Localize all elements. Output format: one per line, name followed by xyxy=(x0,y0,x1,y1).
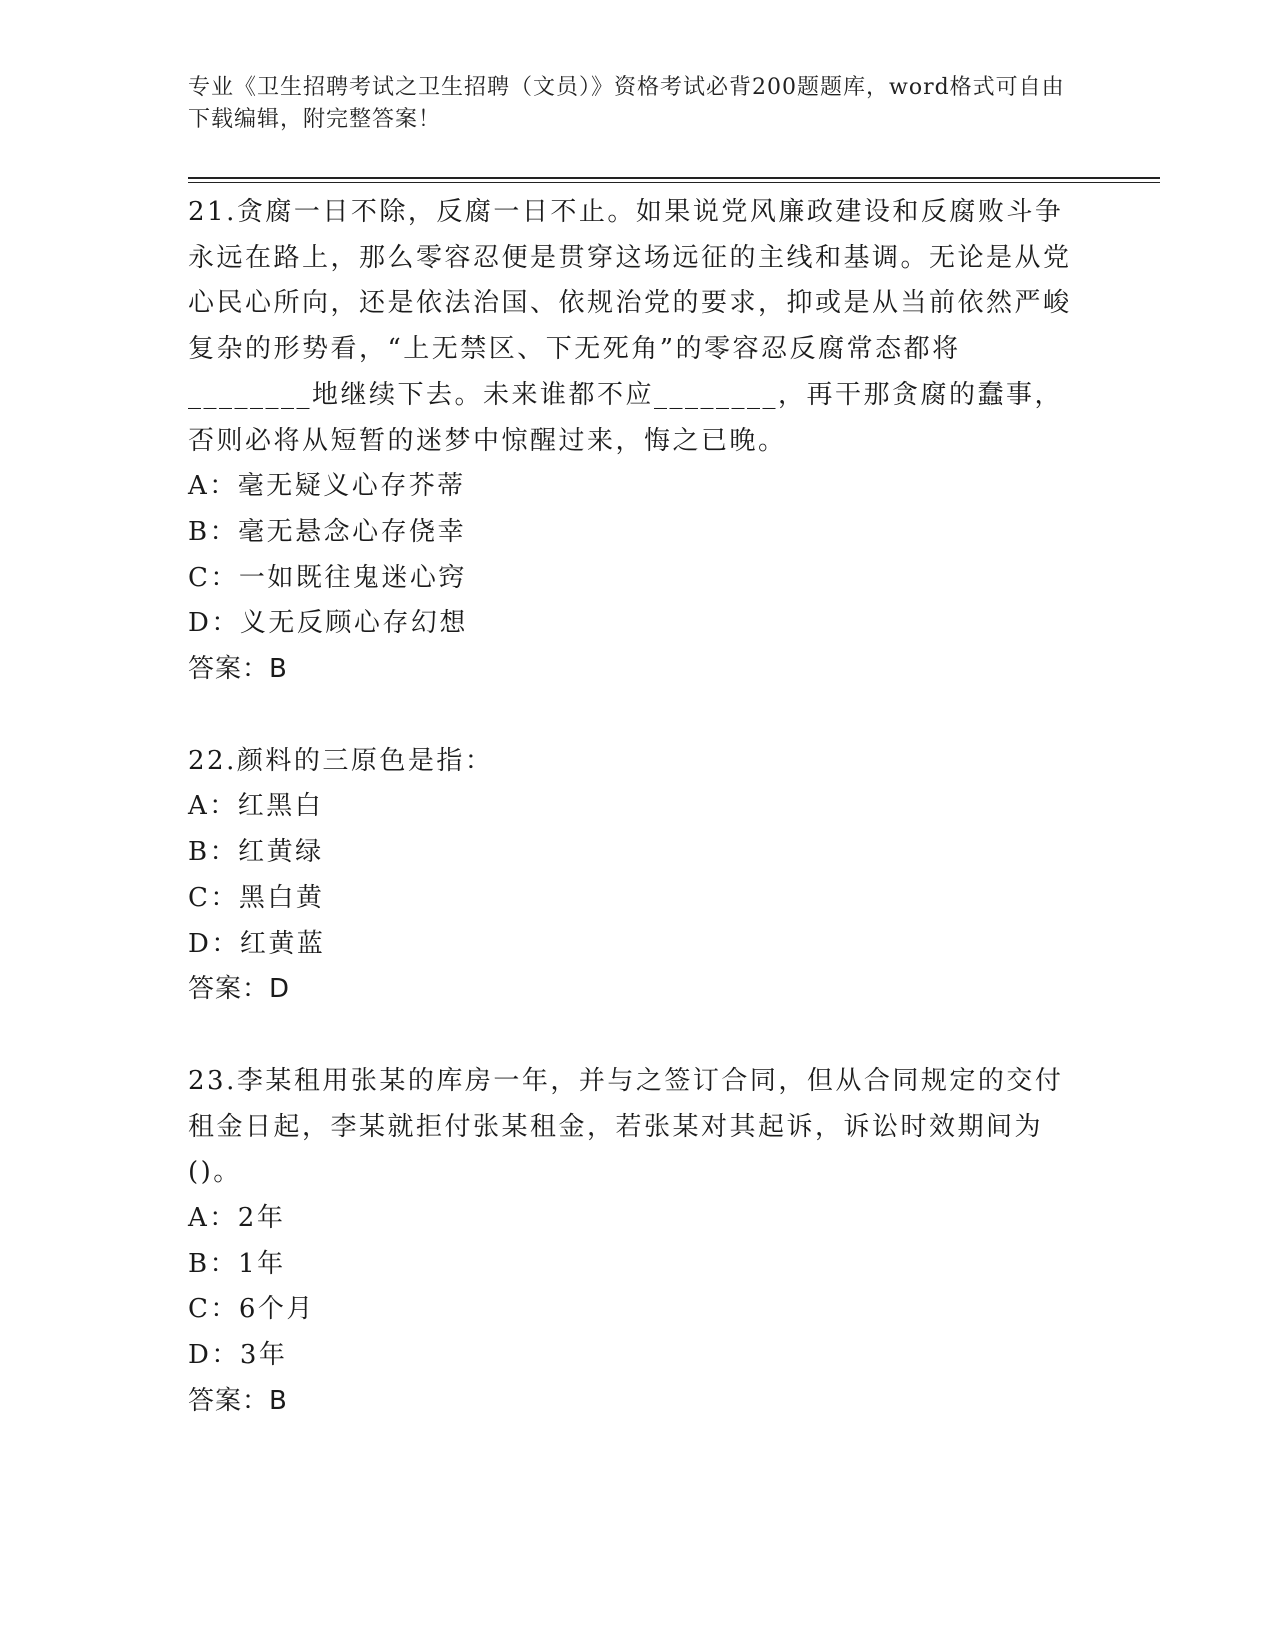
option-d: D：红黄蓝 xyxy=(188,928,326,959)
answer-line: 答案：B xyxy=(188,1385,288,1416)
option-d: D：3年 xyxy=(188,1340,288,1371)
question-item xyxy=(188,739,1078,1013)
question-stem: 21.贪腐一日不除，反腐一日不止。如果说党风廉政建设和反腐败斗争永远在路上，那么零容忍便是贯穿这场远征的主线和基调。无论是从党心民心所向，还是依法治国、依规治党的要求，抑或是从当前依然严峻复杂的形势看，“上无禁区、下无死角”的零容忍反腐常态都将________地继续下去。未来谁都不应________，再干那贪腐的蠢事，否则必将从短暂的迷梦中惊醒过来，悔之已晚。 xyxy=(188,197,1072,456)
question-stem: 22.颜料的三原色是指： xyxy=(188,745,494,776)
question-item xyxy=(188,1059,1078,1425)
option-b: B：1年 xyxy=(188,1248,286,1279)
answer-line: 答案：D xyxy=(188,974,291,1005)
option-c: C：黑白黄 xyxy=(188,882,325,913)
option-b: B：红黄绿 xyxy=(188,837,324,868)
header-rule-thin xyxy=(188,182,1160,183)
option-b: B：毫无悬念心存侥幸 xyxy=(188,516,467,547)
question-item xyxy=(188,190,1078,693)
option-d: D：义无反顾心存幻想 xyxy=(188,608,468,639)
option-a: A：红黑白 xyxy=(188,791,324,822)
option-c: C：6个月 xyxy=(188,1294,315,1325)
question-stem: 23.李某租用张某的库房一年，并与之签订合同，但从合同规定的交付租金日起，李某就拒付张某租金，若张某对其起诉，诉讼时效期间为()。 xyxy=(188,1065,1064,1188)
option-a: A：毫无疑义心存芥蒂 xyxy=(188,471,466,502)
answer-line: 答案：B xyxy=(188,654,288,685)
document-header: 专业《卫生招聘考试之卫生招聘（文员）》资格考试必背200题题库，word格式可自由下载编辑，附完整答案！ xyxy=(188,75,1065,132)
option-c: C：一如既往鬼迷心窍 xyxy=(188,562,467,593)
header-rule-thick xyxy=(188,177,1160,179)
option-a: A：2年 xyxy=(188,1203,286,1234)
question-list xyxy=(188,188,1078,1471)
